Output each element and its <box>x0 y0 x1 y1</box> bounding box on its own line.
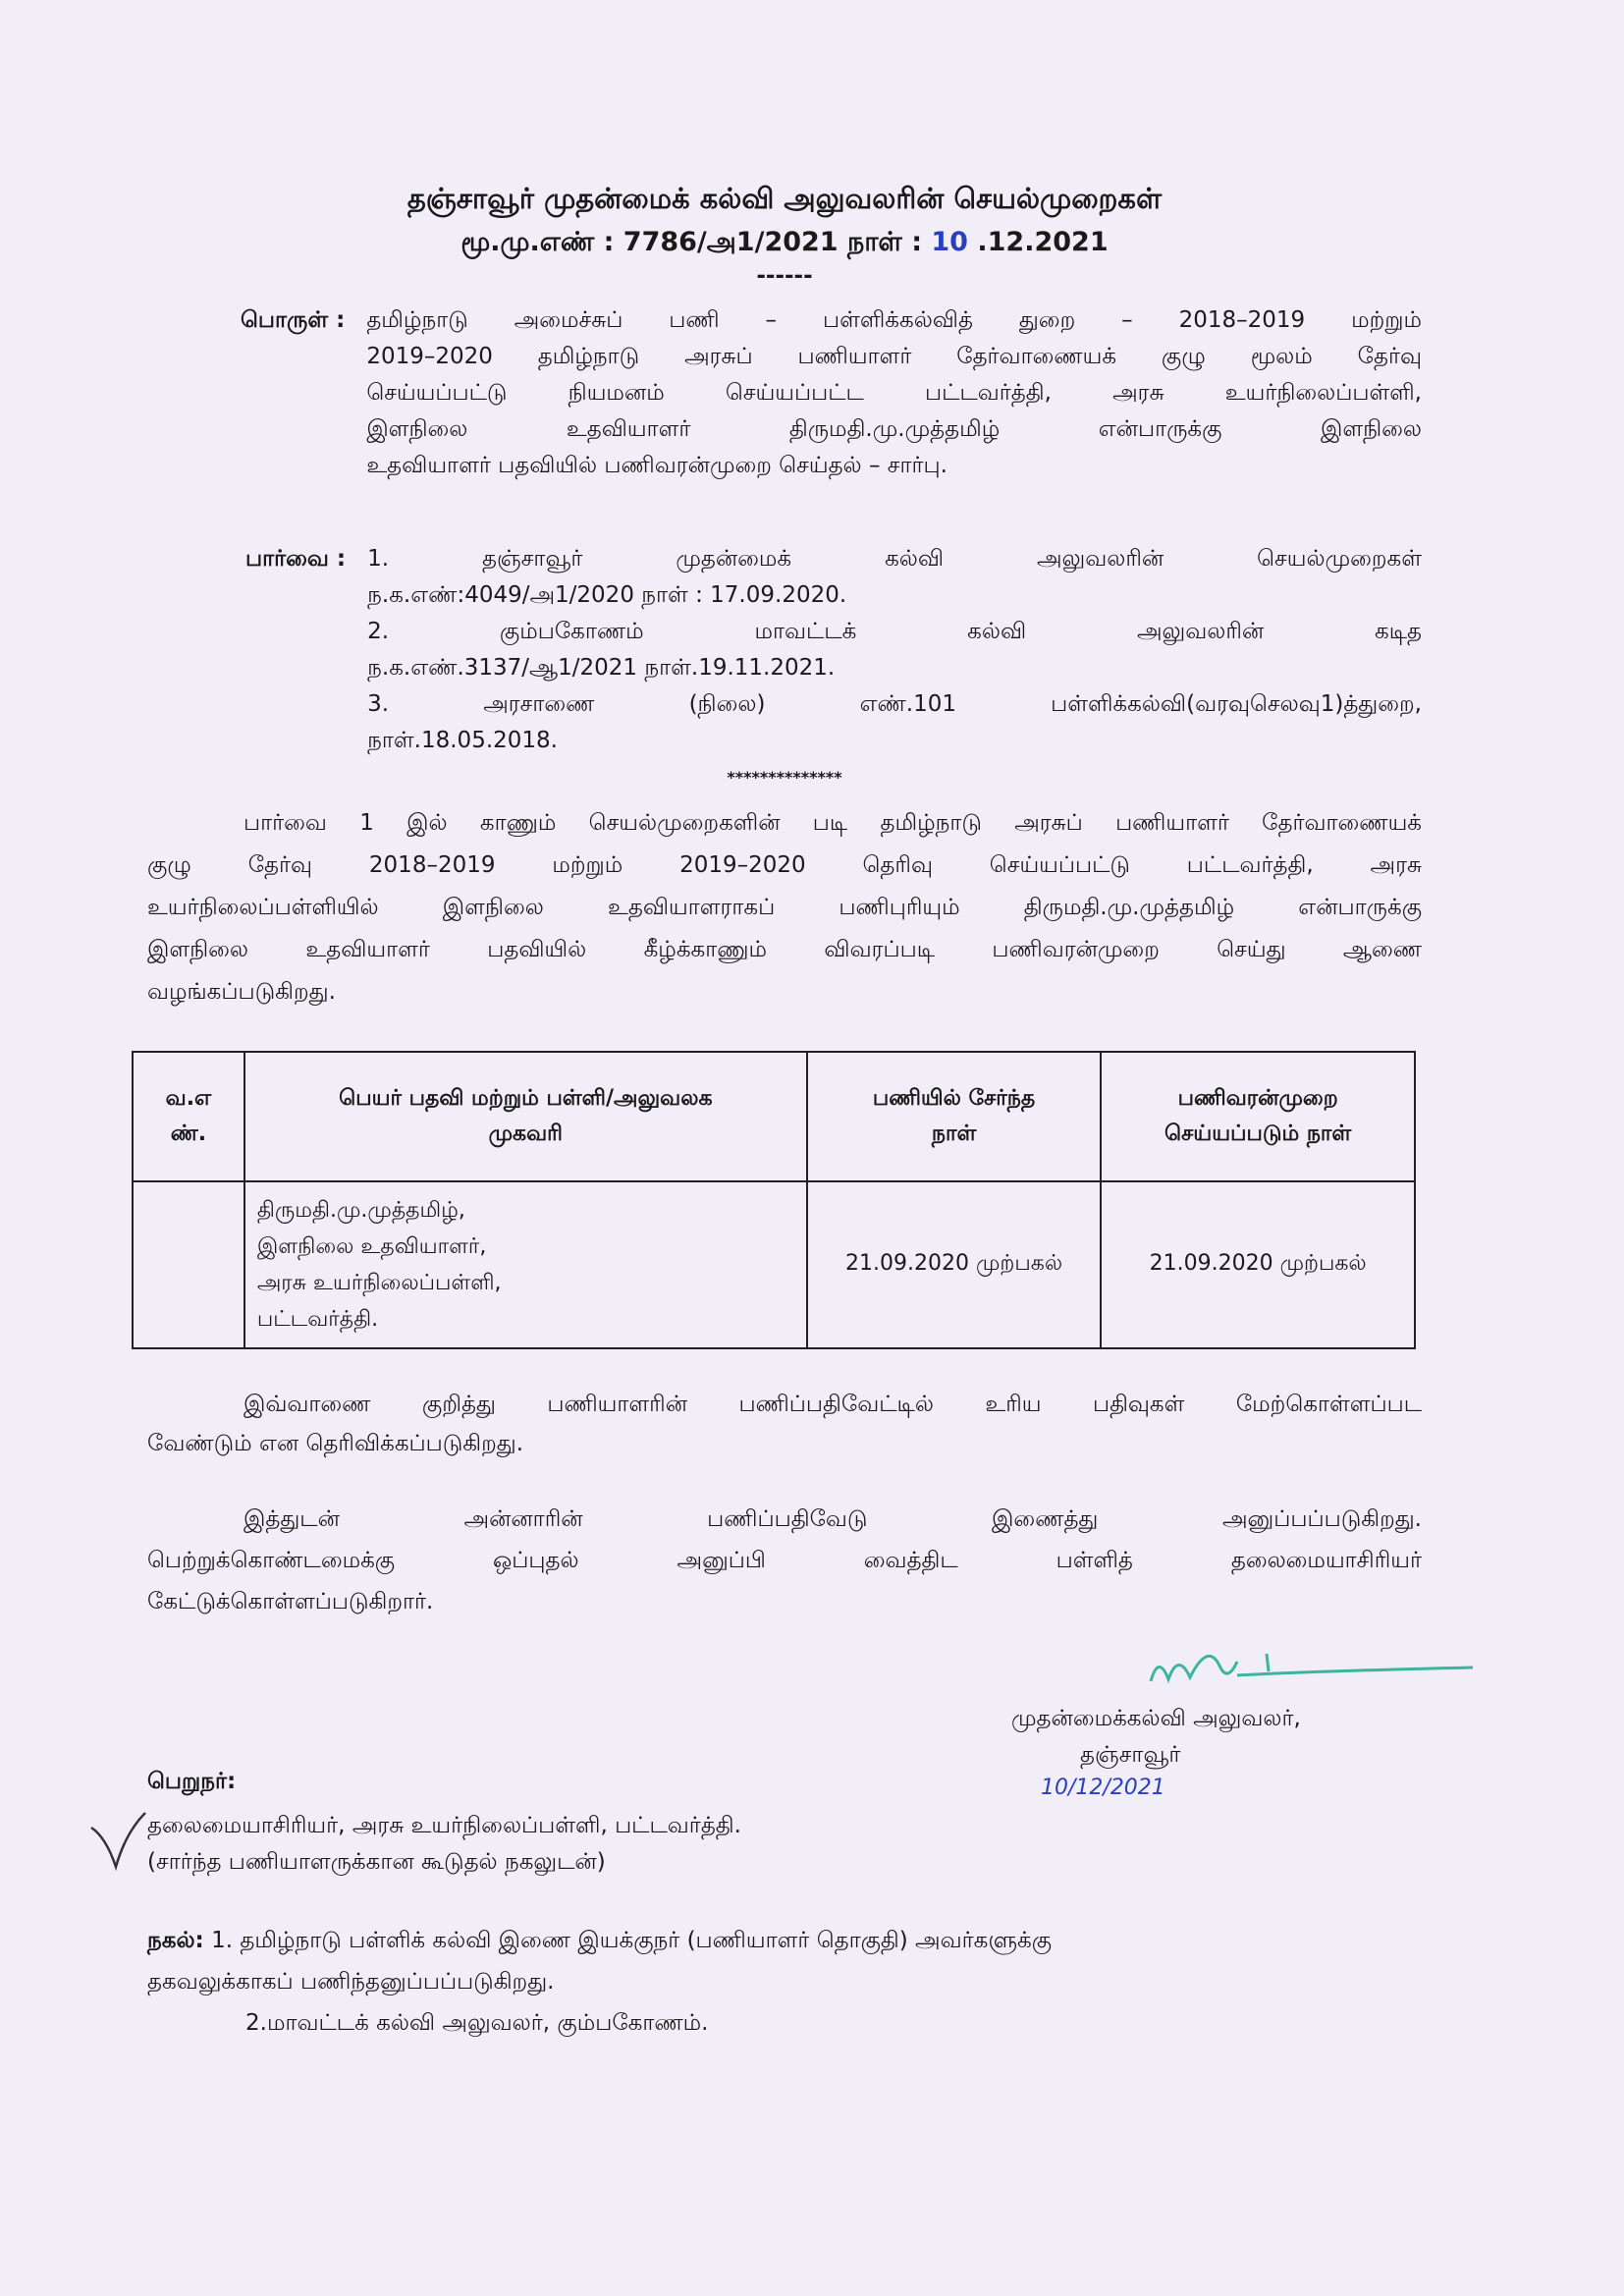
ref-day-handwritten: 10 <box>931 227 968 257</box>
address-line: இளநிலை உதவியாளர், <box>256 1234 487 1259</box>
paragraph-line: இவ்வாணை குறித்து பணியாளரின் பணிப்பதிவேட்டில் உரிய பதிவுகள் மேற்கொள்ளப்பட <box>244 1392 1422 1417</box>
subject-line: 2019–2020 தமிழ்நாடு அரசுப் பணியாளர் தேர்வாணையக் குழு மூலம் தேர்வு <box>366 344 1422 369</box>
copy-text: 1. தமிழ்நாடு பள்ளிக் கல்வி இணை இயக்குநர் (பணியாளர் தொகுதி) அவர்களுக்கு <box>203 1928 1053 1953</box>
divider-dashes: ------ <box>756 263 813 289</box>
reference-line: 1. தஞ்சாவூர் முதன்மைக் கல்வி அலுவலரின் செயல்முறைகள் <box>367 546 1422 572</box>
copy-line-3: 2.மாவட்டக் கல்வி அலுவலர், கும்பகோணம். <box>245 2010 709 2036</box>
cell-regularised-date: 21.09.2020 முற்பகல் <box>1101 1181 1415 1348</box>
reference-line: 2. கும்பகோணம் மாவட்டக் கல்வி அலுவலரின் கடித <box>367 619 1422 644</box>
signatory-place: தஞ்சாவூர் <box>1080 1742 1181 1768</box>
ref-prefix: மூ.மு.எண் : 7786/அ1/2021 நாள் : <box>460 227 932 257</box>
references-list <box>367 541 1422 759</box>
cell-joined-date: 21.09.2020 முற்பகல் <box>807 1181 1102 1348</box>
reference-line: ந.க.எண்:4049/அ1/2020 நாள் : 17.09.2020. <box>367 582 847 608</box>
address-line: திருமதி.மு.முத்தமிழ், <box>256 1198 465 1223</box>
paragraph-line: உயர்நிலைப்பள்ளியில் இளநிலை உதவியாளராகப் பணிபுரியும் திருமதி.மு.முத்தமிழ் என்பாருக்கு <box>147 895 1422 920</box>
officer-signature <box>1139 1632 1483 1701</box>
subject-line: செய்யப்பட்டு நியமனம் செய்யப்பட்ட பட்டவர்த்தி, அரசு உயர்நிலைப்பள்ளி, <box>366 380 1422 406</box>
paragraph-line: வழங்கப்படுகிறது. <box>147 979 336 1005</box>
copy-block <box>147 1920 1422 2044</box>
col-header-regularised-date: பணிவரன்முறை செய்யப்படும் நாள் <box>1101 1052 1415 1181</box>
subject-text <box>366 302 1422 484</box>
recipient-label: பெறுநர்: <box>147 1769 237 1794</box>
references-block <box>245 541 1422 759</box>
paragraph-line: பார்வை 1 இல் காணும் செயல்முறைகளின் படி தமிழ்நாடு அரசுப் பணியாளர் தேர்வாணையக் <box>244 810 1422 836</box>
recipient-block <box>147 1764 1422 1881</box>
subject-line: உதவியாளர் பதவியில் பணிவரன்முறை செய்தல் – சார்பு. <box>366 453 947 478</box>
ref-suffix: .12.2021 <box>967 227 1109 257</box>
reference-number <box>147 224 1422 261</box>
paragraph-line: வேண்டும் என தெரிவிக்கப்படுகிறது. <box>147 1431 524 1456</box>
paragraph-line: இளநிலை உதவியாளர் பதவியில் கீழ்க்காணும் விவரப்படி பணிவரன்முறை செய்து ஆணை <box>147 937 1422 962</box>
body-paragraph-3 <box>147 1499 1422 1622</box>
copy-line-1 <box>147 1920 1422 1961</box>
address-line: அரசு உயர்நிலைப்பள்ளி, <box>256 1271 502 1295</box>
col-header-name-address: பெயர் பதவி மற்றும் பள்ளி/அலுவலக முகவரி <box>244 1052 807 1181</box>
table-row <box>133 1181 1415 1348</box>
paragraph-line: கேட்டுக்கொள்ளப்படுகிறார். <box>147 1589 434 1614</box>
cell-serial <box>133 1181 244 1348</box>
paragraph-line: குழு தேர்வு 2018–2019 மற்றும் 2019–2020 தெரிவு செய்யப்பட்டு பட்டவர்த்தி, அரசு <box>147 852 1422 878</box>
reference-line: ந.க.எண்.3137/ஆ1/2021 நாள்.19.11.2021. <box>367 655 836 681</box>
recipient-lines <box>147 1808 1422 1881</box>
body-paragraph-1 <box>147 802 1422 1013</box>
subject-line: இளநிலை உதவியாளர் திருமதி.மு.முத்தமிழ் என்பாருக்கு இளநிலை <box>366 416 1422 442</box>
subject-label: பொருள் : <box>241 307 346 333</box>
references-label: பார்வை : <box>245 546 347 572</box>
col-header-serial: வ.எ ண். <box>133 1052 244 1181</box>
copy-line-2: தகவலுக்காகப் பணிந்தனுப்பப்படுகிறது. <box>147 1969 555 1995</box>
handwritten-date: 10/12/2021 <box>1041 1776 1165 1800</box>
subject-block <box>241 302 1422 484</box>
body-paragraph-2 <box>147 1385 1422 1463</box>
copy-label: நகல்: <box>147 1928 204 1953</box>
table-header-row <box>133 1052 1415 1181</box>
reference-line: 3. அரசாணை (நிலை) எண்.101 பள்ளிக்கல்வி(வரவுசெலவு1)த்துறை, <box>367 691 1422 717</box>
cell-name-address <box>244 1181 807 1348</box>
subject-line: தமிழ்நாடு அமைச்சுப் பணி – பள்ளிக்கல்வித் துறை – 2018–2019 மற்றும் <box>366 307 1422 333</box>
divider-stars: ************** <box>727 768 842 787</box>
paragraph-line: பெற்றுக்கொண்டமைக்கு ஒப்புதல் அனுப்பி வைத்திட பள்ளித் தலைமையாசிரியர் <box>147 1548 1422 1573</box>
tick-mark <box>86 1808 155 1877</box>
col-header-joined-date: பணியில் சேர்ந்த நாள் <box>807 1052 1102 1181</box>
paragraph-line: இத்துடன் அன்னாரின் பணிப்பதிவேடு இணைத்து அனுப்பப்படுகிறது. <box>244 1506 1422 1532</box>
recipient-line: (சார்ந்த பணியாளருக்கான கூடுதல் நகலுடன்) <box>147 1849 606 1875</box>
page-title: தஞ்சாவூர் முதன்மைக் கல்வி அலுவலரின் செயல்முறைகள் <box>406 182 1163 215</box>
regularisation-table <box>132 1051 1416 1349</box>
recipient-line: தலைமையாசிரியர், அரசு உயர்நிலைப்பள்ளி, பட்டவர்த்தி. <box>147 1813 741 1838</box>
address-line: பட்டவர்த்தி. <box>256 1307 379 1332</box>
signatory-title: முதன்மைக்கல்வி அலுவலர், <box>1011 1706 1301 1731</box>
reference-line: நாள்.18.05.2018. <box>367 728 558 753</box>
